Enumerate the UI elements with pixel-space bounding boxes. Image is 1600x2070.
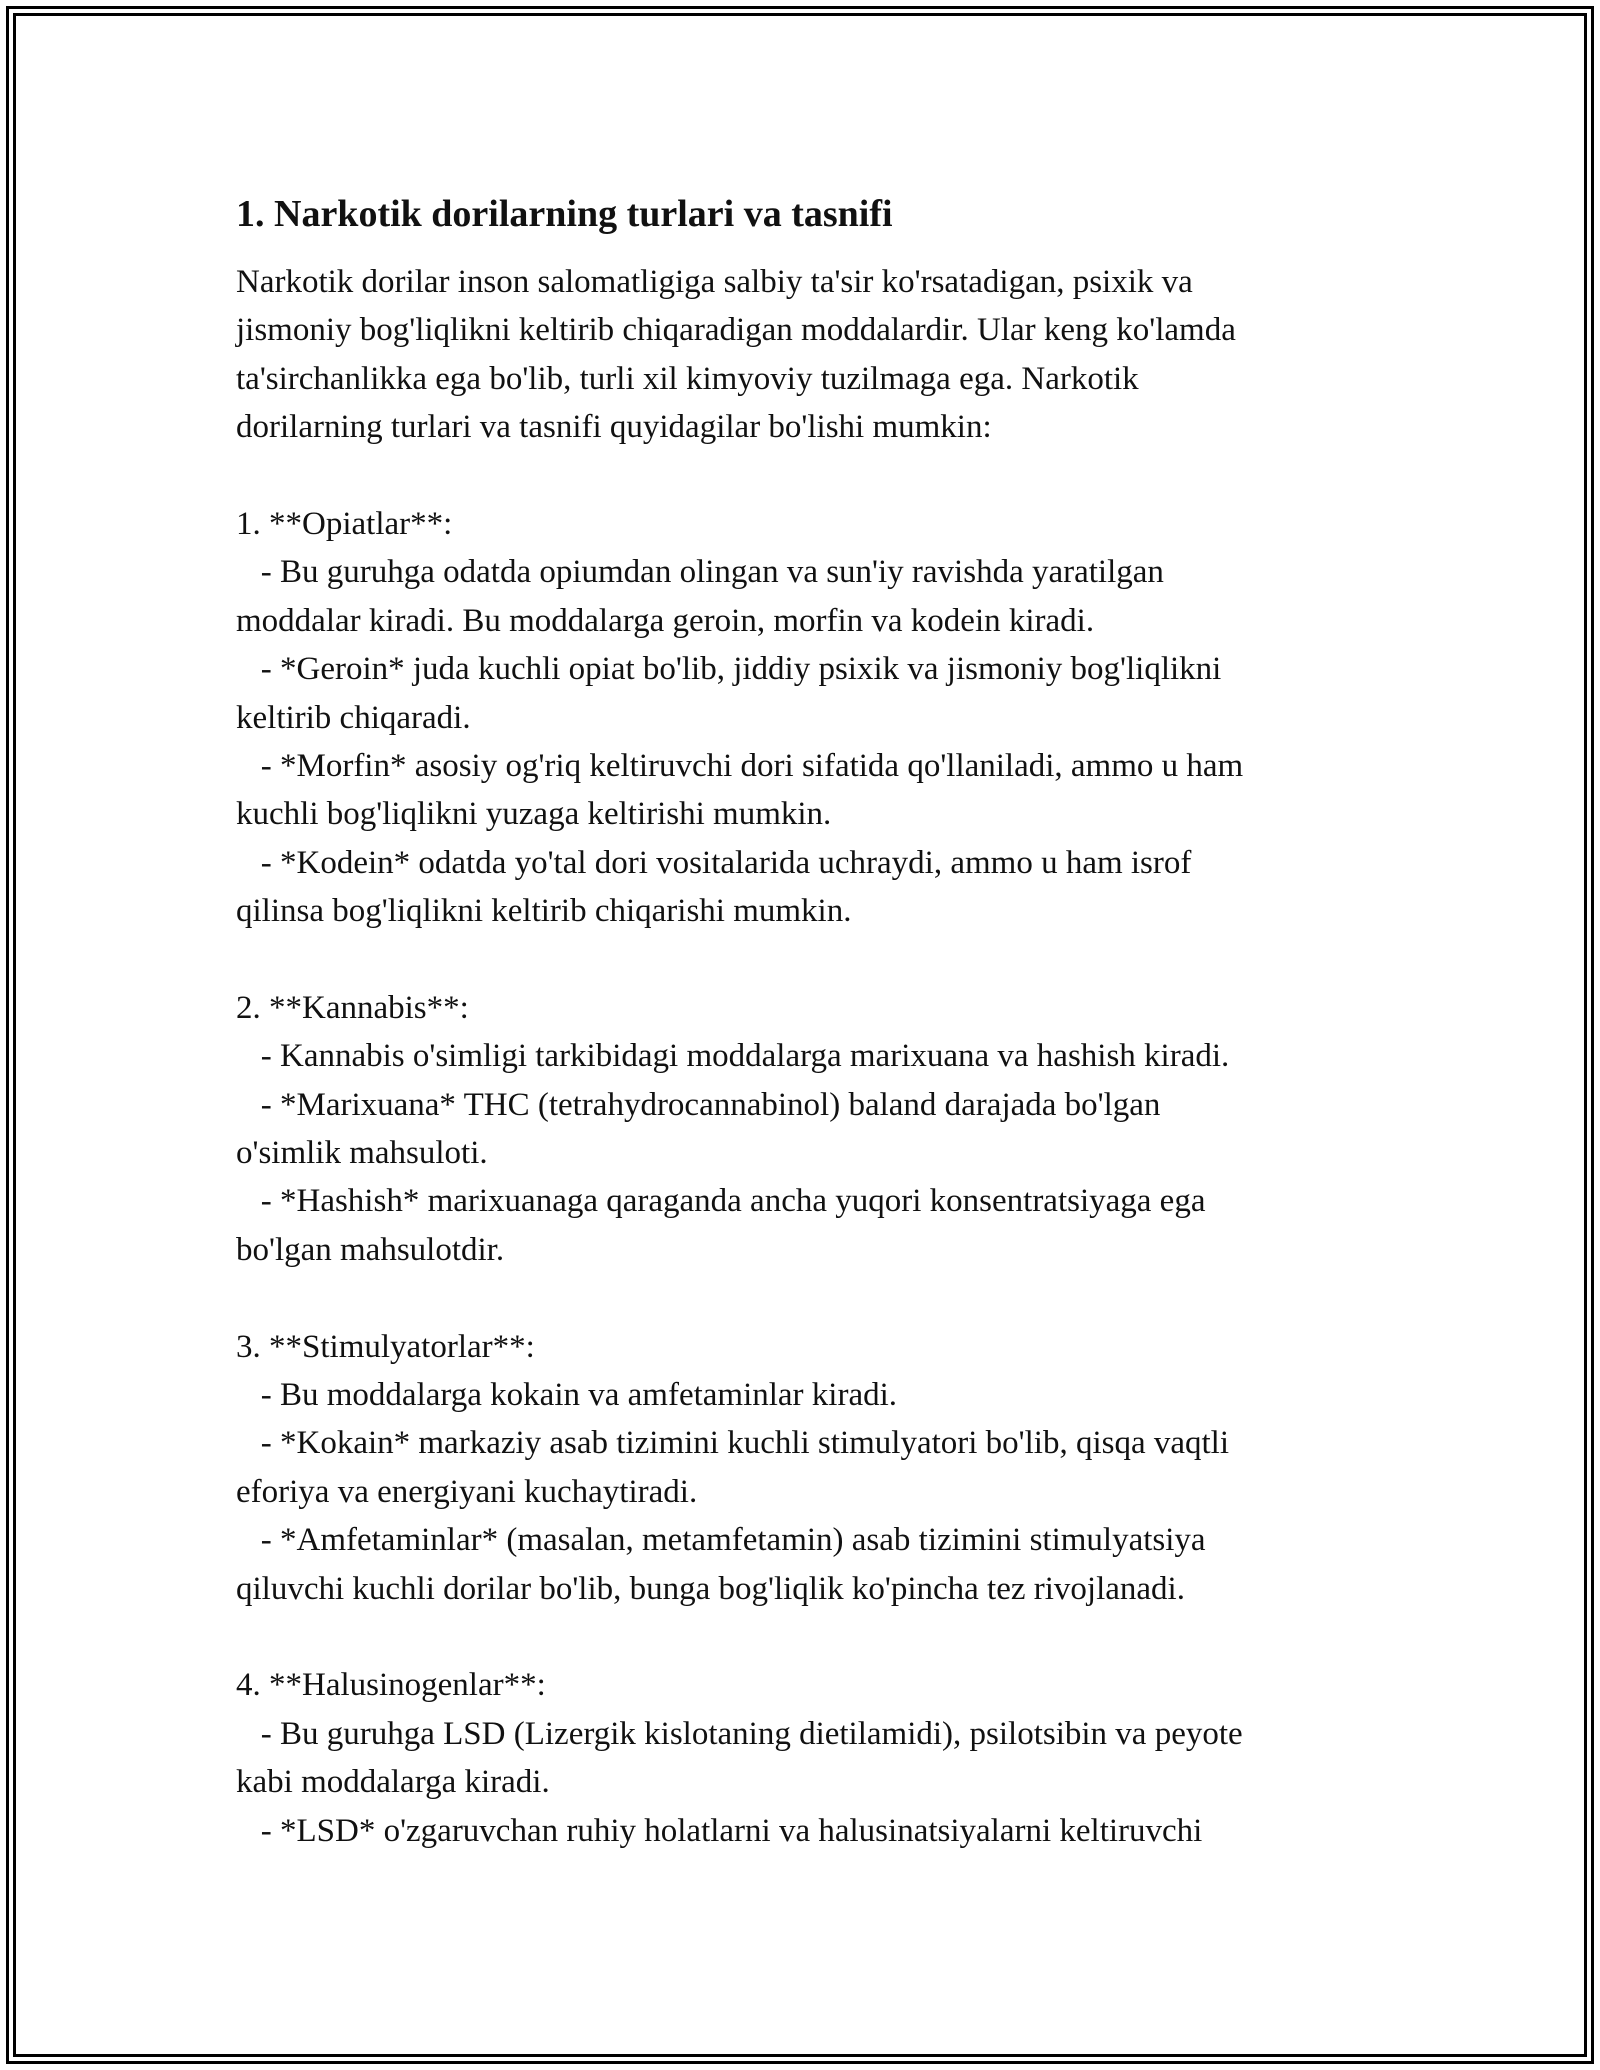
list-line: qilinsa bog'liqlikni keltirib chiqarishi mumkin. <box>236 893 852 930</box>
list-line: moddalar kiradi. Bu moddalarga geroin, morfin va kodein kiradi. <box>236 602 1095 639</box>
list-line: kabi moddalarga kiradi. <box>236 1764 550 1801</box>
list-line: - *Kokain* markaziy asab tizimini kuchli stimulyatori bo'lib, qisqa vaqtli <box>236 1425 1230 1462</box>
list-line: - *Morfin* asosiy og'riq keltiruvchi dori sifatida qo'llaniladi, ammo u ham <box>236 747 1244 784</box>
blank-line <box>236 935 1366 983</box>
list-line: - *LSD* o'zgaruvchan ruhiy holatlarni va halusinatsiyalarni keltiruvchi <box>236 1812 1203 1849</box>
list-line: - Bu guruhga odatda opiumdan olingan va sun'iy ravishda yaratilgan <box>236 554 1164 591</box>
list-line: - *Amfetaminlar* (masalan, metamfetamin) asab tizimini stimulyatsiya <box>236 1522 1206 1559</box>
list-heading-halusinogenlar: 4. **Halusinogenlar**: <box>236 1667 546 1704</box>
list-line: - *Hashish* marixuanaga qaraganda ancha yuqori konsentratsiyaga ega <box>236 1183 1206 1220</box>
document-body <box>236 258 1366 1855</box>
list-line: - *Marixuana* THC (tetrahydrocannabinol) baland darajada bo'lgan <box>236 1086 1161 1123</box>
list-line: - *Geroin* juda kuchli opiat bo'lib, jiddiy psixik va jismoniy bog'liqlikni <box>236 651 1222 688</box>
list-line: eforiya va energiyani kuchaytiradi. <box>236 1473 698 1510</box>
list-line: - Kannabis o'simligi tarkibidagi moddalarga marixuana va hashish kiradi. <box>236 1038 1230 1075</box>
list-heading-opiatlar: 1. **Opiatlar**: <box>236 505 453 542</box>
paragraph-line: Narkotik dorilar inson salomatligiga salbiy ta'sir ko'rsatadigan, psixik va <box>236 264 1193 300</box>
blank-line <box>236 452 1366 500</box>
document-page <box>236 186 1366 1855</box>
list-heading-kannabis: 2. **Kannabis**: <box>236 989 469 1026</box>
list-line: bo'lgan mahsulotdir. <box>236 1231 505 1268</box>
blank-line <box>236 1274 1366 1322</box>
list-heading-stimulyatorlar: 3. **Stimulyatorlar**: <box>236 1328 535 1365</box>
document-heading: 1. Narkotik dorilarning turlari va tasnifi <box>236 193 893 235</box>
list-line: kuchli bog'liqlikni yuzaga keltirishi mumkin. <box>236 796 832 833</box>
paragraph-line: dorilarning turlari va tasnifi quyidagilar bo'lishi mumkin: <box>236 409 992 446</box>
paragraph-line: jismoniy bog'liqlikni keltirib chiqaradigan moddalardir. Ular keng ko'lamda <box>236 312 1236 349</box>
list-line: qiluvchi kuchli dorilar bo'lib, bunga bog'liqlik ko'pincha tez rivojlanadi. <box>236 1570 1185 1607</box>
blank-line <box>236 1613 1366 1661</box>
list-line: keltirib chiqaradi. <box>236 699 471 736</box>
list-line: - Bu guruhga LSD (Lizergik kislotaning dietilamidi), psilotsibin va peyote <box>236 1715 1243 1752</box>
list-line: - *Kodein* odatda yo'tal dori vositalarida uchraydi, ammo u ham isrof <box>236 844 1192 881</box>
paragraph-line: ta'sirchanlikka ega bo'lib, turli xil kimyoviy tuzilmaga ega. Narkotik <box>236 360 1139 397</box>
list-line: o'simlik mahsuloti. <box>236 1135 488 1172</box>
list-line: - Bu moddalarga kokain va amfetaminlar kiradi. <box>236 1376 898 1413</box>
